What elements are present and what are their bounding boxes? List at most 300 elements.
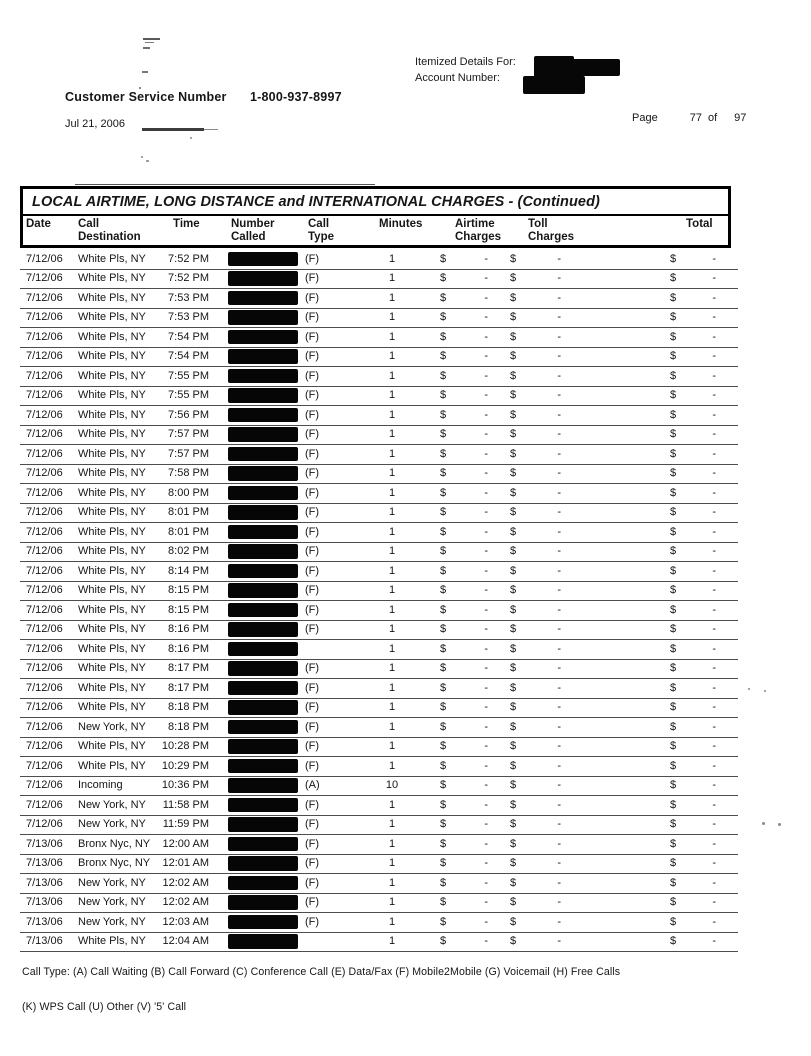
- airtime-charge: $ -: [440, 896, 488, 908]
- call-date: 7/12/06: [26, 428, 63, 440]
- call-type: (F): [305, 759, 320, 772]
- call-date: 7/12/06: [26, 447, 63, 460]
- call-type: (F): [305, 720, 320, 733]
- table-row: [20, 504, 738, 524]
- table-row: [20, 894, 738, 914]
- airtime-charge: $ -: [440, 564, 488, 577]
- call-minutes: 1: [388, 291, 396, 304]
- redacted-number-called: [228, 525, 298, 540]
- redacted-number-called: [228, 447, 298, 462]
- table-row: [20, 523, 738, 543]
- call-minutes: 1: [388, 272, 396, 284]
- call-minutes: 1: [388, 447, 396, 460]
- call-destination: White Pls, NY: [78, 486, 146, 499]
- redacted-number-called: [228, 408, 298, 423]
- table-row: [20, 699, 738, 719]
- call-minutes: 1: [388, 701, 396, 713]
- toll-charge: $ -: [510, 291, 561, 304]
- table-row: [20, 640, 738, 660]
- call-date: 7/12/06: [26, 623, 63, 635]
- total-charge: $ -: [670, 447, 716, 460]
- call-date: 7/12/06: [26, 330, 63, 343]
- table-row: [20, 835, 738, 855]
- call-type: (F): [305, 545, 320, 557]
- call-type: (F): [305, 623, 320, 635]
- airtime-charge: $ -: [440, 837, 488, 850]
- table-row: [20, 270, 738, 290]
- call-date: 7/12/06: [26, 759, 63, 772]
- col-header-time: Time: [173, 218, 200, 230]
- call-time: 7:54 PM: [168, 330, 209, 343]
- call-time: 8:00 PM: [168, 486, 209, 499]
- redacted-number-called: [228, 427, 298, 442]
- redacted-number-called: [228, 369, 298, 384]
- call-date: 7/13/06: [26, 876, 63, 889]
- table-row: [20, 679, 738, 699]
- call-destination: White Pls, NY: [78, 662, 146, 674]
- redacted-number-called: [228, 330, 298, 345]
- call-date: 7/12/06: [26, 506, 63, 518]
- call-minutes: 1: [388, 740, 396, 752]
- call-type: (F): [305, 311, 320, 323]
- airtime-charge: $ -: [440, 818, 488, 830]
- call-destination: White Pls, NY: [78, 408, 146, 421]
- airtime-charge: $ -: [440, 740, 488, 752]
- call-time: 8:15 PM: [168, 603, 209, 616]
- toll-charge: $ -: [510, 701, 561, 713]
- redacted-number-called: [228, 349, 298, 364]
- page-of-label: of: [707, 112, 718, 124]
- call-time: 10:29 PM: [161, 759, 209, 772]
- toll-charge: $ -: [510, 642, 561, 655]
- table-row: [20, 562, 738, 582]
- scan-artifact: [748, 688, 750, 690]
- table-row: [20, 367, 738, 387]
- call-minutes: 1: [388, 506, 396, 518]
- airtime-charge: $ -: [440, 545, 488, 557]
- call-minutes: 1: [388, 818, 396, 830]
- redacted-number-called: [228, 661, 298, 676]
- airtime-charge: $ -: [440, 428, 488, 440]
- airtime-charge: $ -: [440, 662, 488, 674]
- customer-service-number: 1-800-937-8997: [250, 90, 342, 104]
- call-date: 7/12/06: [26, 272, 63, 284]
- call-type: (F): [305, 330, 320, 343]
- airtime-charge: $ -: [440, 447, 488, 460]
- call-type: (F): [305, 681, 320, 694]
- call-time: 12:00 AM: [162, 837, 209, 850]
- redacted-number-called: [228, 720, 298, 735]
- total-charge: $ -: [670, 740, 716, 752]
- redacted-number-called: [228, 934, 298, 949]
- table-body: [20, 250, 738, 952]
- call-minutes: 1: [388, 759, 396, 772]
- call-time: 7:58 PM: [168, 467, 209, 479]
- itemized-details-label: Itemized Details For:: [415, 56, 516, 68]
- redacted-number-called: [228, 544, 298, 559]
- call-date: 7/12/06: [26, 467, 63, 479]
- total-charge: $ -: [670, 681, 716, 694]
- scan-artifact: [142, 128, 204, 131]
- scan-artifact: [143, 47, 150, 49]
- call-time: 11:58 PM: [162, 798, 209, 811]
- call-destination: White Pls, NY: [78, 740, 146, 752]
- scan-artifact: [139, 87, 141, 89]
- call-time: 12:02 AM: [162, 896, 209, 908]
- scan-artifact: [146, 160, 149, 162]
- table-row: [20, 426, 738, 446]
- table-row: [20, 250, 738, 270]
- airtime-charge: $ -: [440, 876, 488, 889]
- call-type: (F): [305, 408, 320, 421]
- scan-artifact: [141, 156, 143, 158]
- airtime-charge: $ -: [440, 506, 488, 518]
- total-charge: $ -: [670, 272, 716, 284]
- call-date: 7/12/06: [26, 740, 63, 752]
- call-date: 7/12/06: [26, 525, 63, 538]
- call-minutes: 1: [388, 545, 396, 557]
- call-destination: White Pls, NY: [78, 506, 146, 518]
- redacted-number-called: [228, 856, 298, 871]
- call-type: (F): [305, 876, 320, 889]
- table-row: [20, 757, 738, 777]
- col-header-airtime-charges: Airtime Charges: [455, 218, 502, 243]
- call-destination: White Pls, NY: [78, 428, 146, 440]
- toll-charge: $ -: [510, 603, 561, 616]
- call-date: 7/13/06: [26, 837, 63, 850]
- call-time: 8:16 PM: [168, 623, 209, 635]
- call-date: 7/13/06: [26, 915, 63, 928]
- redacted-number-called: [228, 915, 298, 930]
- airtime-charge: $ -: [440, 720, 488, 733]
- airtime-charge: $ -: [440, 350, 488, 362]
- redacted-account-number: [523, 76, 585, 94]
- call-time: 8:15 PM: [168, 584, 209, 596]
- total-charge: $ -: [670, 330, 716, 343]
- call-time: 12:02 AM: [162, 876, 209, 889]
- call-destination: White Pls, NY: [78, 681, 146, 694]
- table-row: [20, 484, 738, 504]
- statement-date: Jul 21, 2006: [65, 118, 125, 130]
- call-type: (F): [305, 467, 320, 479]
- call-date: 7/12/06: [26, 779, 63, 791]
- call-type: (F): [305, 506, 320, 518]
- toll-charge: $ -: [510, 779, 561, 791]
- total-charge: $ -: [670, 798, 716, 811]
- call-minutes: 1: [388, 330, 396, 343]
- table-row: [20, 816, 738, 836]
- toll-charge: $ -: [510, 486, 561, 499]
- call-minutes: 1: [388, 584, 396, 596]
- total-charge: $ -: [670, 369, 716, 382]
- airtime-charge: $ -: [440, 486, 488, 499]
- call-date: 7/12/06: [26, 798, 63, 811]
- call-date: 7/12/06: [26, 603, 63, 616]
- call-destination: White Pls, NY: [78, 311, 146, 323]
- airtime-charge: $ -: [440, 330, 488, 343]
- call-minutes: 1: [388, 681, 396, 694]
- airtime-charge: $ -: [440, 389, 488, 401]
- toll-charge: $ -: [510, 428, 561, 440]
- call-time: 10:28 PM: [161, 740, 209, 752]
- call-time: 7:55 PM: [168, 389, 209, 401]
- total-charge: $ -: [670, 837, 716, 850]
- table-row: [20, 796, 738, 816]
- call-date: 7/12/06: [26, 389, 63, 401]
- call-type: (F): [305, 857, 320, 869]
- call-type: (F): [305, 896, 320, 908]
- toll-charge: $ -: [510, 759, 561, 772]
- call-destination: Bronx Nyc, NY: [78, 837, 151, 850]
- redacted-subscriber-name: [570, 59, 620, 76]
- scan-artifact: [762, 822, 765, 825]
- page-total: 97: [734, 112, 747, 124]
- redacted-number-called: [228, 642, 298, 657]
- airtime-charge: $ -: [440, 798, 488, 811]
- col-header-toll-charges: Toll Charges: [528, 218, 575, 243]
- col-header-total: Total: [686, 218, 713, 230]
- toll-charge: $ -: [510, 564, 561, 577]
- call-time: 7:52 PM: [168, 252, 209, 265]
- toll-charge: $ -: [510, 623, 561, 635]
- col-header-call-type: Call Type: [308, 218, 334, 243]
- call-type: (F): [305, 389, 320, 401]
- table-row: [20, 289, 738, 309]
- call-destination: Incoming: [78, 779, 123, 791]
- call-time: 11:59 PM: [162, 818, 209, 830]
- toll-charge: $ -: [510, 681, 561, 694]
- redacted-number-called: [228, 798, 298, 813]
- table-row: [20, 621, 738, 641]
- scan-artifact: [764, 690, 766, 692]
- call-date: 7/12/06: [26, 701, 63, 713]
- call-minutes: 1: [388, 915, 396, 928]
- total-charge: $ -: [670, 876, 716, 889]
- account-number-label: Account Number:: [415, 72, 500, 84]
- total-charge: $ -: [670, 525, 716, 538]
- call-destination: White Pls, NY: [78, 369, 146, 382]
- call-time: 8:17 PM: [168, 662, 209, 674]
- call-date: 7/12/06: [26, 818, 63, 830]
- call-time: 8:18 PM: [168, 720, 209, 733]
- call-time: 12:04 AM: [162, 935, 209, 947]
- redacted-number-called: [228, 759, 298, 774]
- table-row: [20, 328, 738, 348]
- call-minutes: 1: [388, 486, 396, 499]
- call-type: (F): [305, 915, 320, 928]
- call-type: (F): [305, 291, 320, 304]
- redacted-number-called: [228, 466, 298, 481]
- call-minutes: 1: [388, 876, 396, 889]
- total-charge: $ -: [670, 818, 716, 830]
- table-row: [20, 348, 738, 368]
- call-minutes: 1: [388, 467, 396, 479]
- toll-charge: $ -: [510, 818, 561, 830]
- call-type-legend-line1: Call Type: (A) Call Waiting (B) Call Forward (C) Conference Call (E) Data/Fax (F) Mobile2Mobile (G) Voicemail (H) Free Calls: [22, 966, 621, 978]
- total-charge: $ -: [670, 486, 716, 499]
- total-charge: $ -: [670, 252, 716, 265]
- total-charge: $ -: [670, 584, 716, 596]
- col-header-number-called: Number Called: [231, 218, 275, 243]
- call-destination: White Pls, NY: [78, 759, 146, 772]
- toll-charge: $ -: [510, 272, 561, 284]
- redacted-number-called: [228, 739, 298, 754]
- call-time: 8:02 PM: [168, 545, 209, 557]
- airtime-charge: $ -: [440, 252, 488, 265]
- call-date: 7/13/06: [26, 896, 63, 908]
- call-type: (F): [305, 837, 320, 850]
- call-date: 7/12/06: [26, 311, 63, 323]
- call-minutes: 1: [388, 623, 396, 635]
- call-date: 7/13/06: [26, 857, 63, 869]
- page-indicator: [632, 112, 746, 124]
- table-row: [20, 445, 738, 465]
- call-destination: New York, NY: [78, 896, 146, 908]
- toll-charge: $ -: [510, 369, 561, 382]
- redacted-number-called: [228, 564, 298, 579]
- call-minutes: 1: [388, 408, 396, 421]
- airtime-charge: $ -: [440, 272, 488, 284]
- call-minutes: 1: [388, 798, 396, 811]
- total-charge: $ -: [670, 623, 716, 635]
- call-destination: New York, NY: [78, 915, 146, 928]
- call-date: 7/12/06: [26, 662, 63, 674]
- scan-artifact: [204, 129, 218, 130]
- call-minutes: 1: [388, 564, 396, 577]
- airtime-charge: $ -: [440, 779, 488, 791]
- table-column-headers: [23, 216, 728, 246]
- table-row: [20, 660, 738, 680]
- toll-charge: $ -: [510, 662, 561, 674]
- call-destination: White Pls, NY: [78, 350, 146, 362]
- call-minutes: 1: [388, 428, 396, 440]
- toll-charge: $ -: [510, 857, 561, 869]
- total-charge: $ -: [670, 350, 716, 362]
- toll-charge: $ -: [510, 584, 561, 596]
- airtime-charge: $ -: [440, 369, 488, 382]
- call-minutes: 1: [388, 896, 396, 908]
- redacted-number-called: [228, 310, 298, 325]
- call-type: (F): [305, 584, 320, 596]
- redacted-number-called: [228, 252, 298, 267]
- call-type: (F): [305, 798, 320, 811]
- table-row: [20, 777, 738, 797]
- redacted-number-called: [228, 291, 298, 306]
- call-date: 7/12/06: [26, 564, 63, 577]
- call-destination: Bronx Nyc, NY: [78, 857, 151, 869]
- redacted-number-called: [228, 817, 298, 832]
- call-type: (F): [305, 701, 320, 713]
- call-date: 7/12/06: [26, 584, 63, 596]
- airtime-charge: $ -: [440, 603, 488, 616]
- table-row: [20, 543, 738, 563]
- airtime-charge: $ -: [440, 759, 488, 772]
- toll-charge: $ -: [510, 330, 561, 343]
- call-minutes: 1: [388, 369, 396, 382]
- redacted-number-called: [228, 876, 298, 891]
- airtime-charge: $ -: [440, 623, 488, 635]
- scan-artifact: [145, 42, 154, 43]
- redacted-number-called: [228, 837, 298, 852]
- table-row: [20, 601, 738, 621]
- airtime-charge: $ -: [440, 584, 488, 596]
- call-destination: White Pls, NY: [78, 935, 146, 947]
- call-destination: New York, NY: [78, 720, 146, 733]
- call-time: 8:14 PM: [168, 564, 209, 577]
- call-date: 7/12/06: [26, 252, 63, 265]
- toll-charge: $ -: [510, 252, 561, 265]
- call-date: 7/13/06: [26, 935, 63, 947]
- call-type: (F): [305, 447, 320, 460]
- call-destination: White Pls, NY: [78, 447, 146, 460]
- call-type: (F): [305, 486, 320, 499]
- call-type: (F): [305, 525, 320, 538]
- table-row: [20, 933, 738, 953]
- redacted-number-called: [228, 700, 298, 715]
- call-time: 12:01 AM: [162, 857, 209, 869]
- redacted-number-called: [228, 583, 298, 598]
- call-time: 7:54 PM: [168, 350, 209, 362]
- call-minutes: 1: [388, 603, 396, 616]
- page-label: Page: [632, 112, 658, 124]
- table-row: [20, 582, 738, 602]
- call-date: 7/12/06: [26, 486, 63, 499]
- redacted-number-called: [228, 271, 298, 286]
- toll-charge: $ -: [510, 740, 561, 752]
- call-destination: White Pls, NY: [78, 252, 146, 265]
- toll-charge: $ -: [510, 389, 561, 401]
- call-date: 7/12/06: [26, 291, 63, 304]
- total-charge: $ -: [670, 701, 716, 713]
- toll-charge: $ -: [510, 311, 561, 323]
- table-title: LOCAL AIRTIME, LONG DISTANCE and INTERNATIONAL CHARGES - (Continued): [32, 193, 600, 210]
- col-header-destination: Call Destination: [78, 218, 141, 243]
- total-charge: $ -: [670, 779, 716, 791]
- call-type: (F): [305, 603, 320, 616]
- call-type: (F): [305, 428, 320, 440]
- table-row: [20, 309, 738, 329]
- call-destination: White Pls, NY: [78, 623, 146, 635]
- redacted-number-called: [228, 486, 298, 501]
- toll-charge: $ -: [510, 467, 561, 479]
- total-charge: $ -: [670, 720, 716, 733]
- call-minutes: 1: [388, 389, 396, 401]
- call-minutes: 1: [388, 857, 396, 869]
- table-row: [20, 465, 738, 485]
- toll-charge: $ -: [510, 798, 561, 811]
- airtime-charge: $ -: [440, 701, 488, 713]
- call-date: 7/12/06: [26, 545, 63, 557]
- toll-charge: $ -: [510, 525, 561, 538]
- table-row: [20, 874, 738, 894]
- toll-charge: $ -: [510, 720, 561, 733]
- total-charge: $ -: [670, 603, 716, 616]
- call-time: 10:36 PM: [161, 779, 209, 791]
- table-header-box: [20, 186, 731, 248]
- call-destination: White Pls, NY: [78, 603, 146, 616]
- airtime-charge: $ -: [440, 408, 488, 421]
- call-type: (F): [305, 369, 320, 382]
- call-destination: White Pls, NY: [78, 564, 146, 577]
- call-destination: White Pls, NY: [78, 584, 146, 596]
- table-row: [20, 738, 738, 758]
- call-type: (F): [305, 350, 320, 362]
- total-charge: $ -: [670, 389, 716, 401]
- table-row: [20, 387, 738, 407]
- call-destination: New York, NY: [78, 798, 146, 811]
- table-title-row: [23, 189, 728, 216]
- col-header-date: Date: [26, 218, 51, 230]
